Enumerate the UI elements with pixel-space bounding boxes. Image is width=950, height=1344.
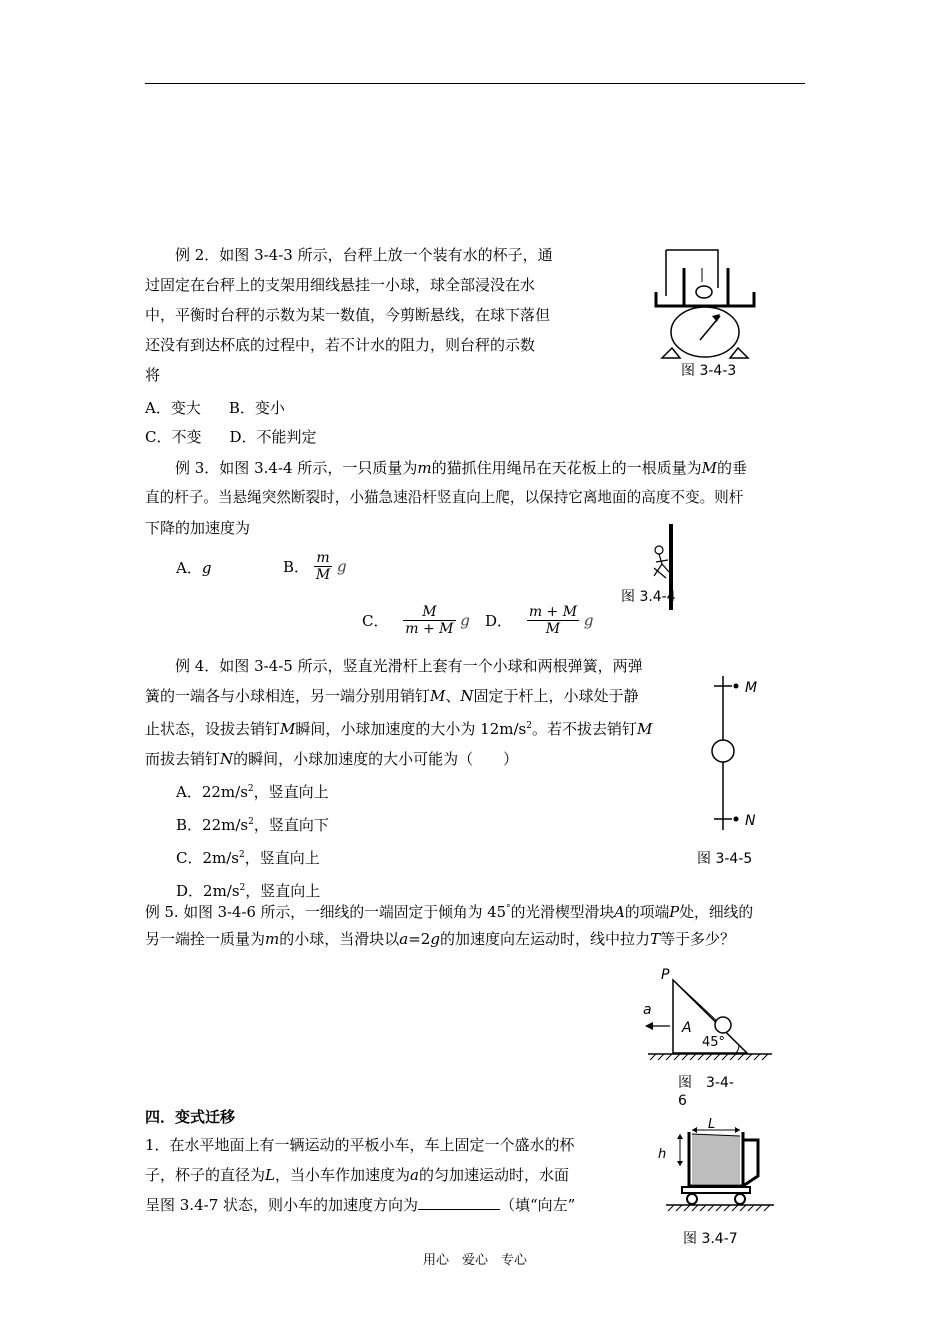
ex3-option-b: B． $\frac{m}{M}$ g [283, 550, 347, 583]
ex2-options-cd [145, 422, 317, 452]
example-4 [145, 651, 652, 906]
example-2 [145, 240, 615, 390]
ex2-line-2: 过固定在台秤上的支架用细线悬挂一小球，球全部浸没在水 [145, 276, 536, 294]
header-rule [145, 83, 805, 84]
ex5-line-1: 例 5. 如图 3-4-6 所示，一细线的一端固定于倾角为 45°的光滑楔型滑块A的项端P处，细线的 [145, 903, 754, 921]
ex3-b-fraction: $\frac{m}{M}$ [315, 550, 331, 583]
figure-3-4-6-caption-2: 6 [678, 1093, 687, 1109]
ex2-option-c: C．不变 [145, 428, 202, 446]
figure-3-4-5 [700, 674, 770, 834]
sec4-line-2: 子，杯子的直径为L，当小车作加速度为a的匀加速运动时，水面 [145, 1166, 569, 1184]
ex3-c-fraction: $\frac{M}{m + M}$ [405, 604, 454, 637]
figure-3-4-6-caption-1: 图 3-4- [678, 1075, 734, 1091]
figure-3-4-7 [652, 1116, 777, 1224]
fig-label-P: P [661, 967, 670, 983]
fig-label-M: M [745, 680, 758, 696]
ex2-line-4: 还没有到达杯底的过程中，若不计水的阻力，则台秤的示数 [145, 336, 536, 354]
figure-3-4-3-caption: 图 3-4-3 [681, 363, 737, 379]
answer-blank[interactable] [418, 1195, 500, 1210]
ex4-line-2: 簧的一端各与小球相连，另一端分别用销钉M、N固定于杆上，小球处于静 [145, 687, 639, 705]
sec4-line-1: 1．在水平地面上有一辆运动的平板小车，车上固定一个盛水的杯 [145, 1136, 575, 1154]
footer: 用心 爱心 专心 [422, 1253, 527, 1268]
ex2-option-b: B．变小 [228, 399, 285, 417]
ex4-option-a: A．$22m/s^2$，竖直向上 [176, 783, 329, 801]
ex3-option-d: D． $\frac{m + M}{M}$ g [485, 604, 594, 637]
fig-label-L: L [708, 1117, 716, 1132]
fig-label-a: a [643, 1002, 652, 1018]
ex2-line-3: 中，平衡时台秤的示数为某一数值，今剪断悬线，在球下落但 [145, 306, 551, 324]
ex4-option-d: D．$2m/s^2$，竖直向上 [176, 882, 321, 900]
ex4-line-3: 止状态，设拔去销钉M瞬间，小球加速度的大小为 $12m/s^2$。若不拔去销钉M [145, 720, 653, 738]
ex3-line-1: 例 3．如图 3.4-4 所示，一只质量为m的猫抓住用绳吊在天花板上的一根质量为M的垂 [175, 459, 747, 477]
ex4-option-c: C．$2m/s^2$，竖直向上 [176, 849, 320, 867]
ex3-option-c: C． $\frac{M}{m + M}$ g [362, 604, 470, 637]
section-4-heading: 四．变式迁移 [145, 1108, 236, 1126]
ex3-line-3: 下降的加速度为 [145, 519, 251, 537]
figure-3-4-4-caption: 图 3.4-4 [621, 589, 676, 605]
fig-label-angle: 45° [702, 1035, 726, 1050]
ex3-option-a: A．g [176, 559, 212, 577]
ex4-line-1: 例 4．如图 3-4-5 所示，竖直光滑杆上套有一个小球和两根弹簧，两弹 [175, 657, 643, 675]
fig-label-N: N [745, 813, 756, 829]
figure-3-4-3 [650, 248, 760, 368]
figure-3-4-5-caption: 图 3-4-5 [697, 851, 753, 867]
ex3-d-fraction: $\frac{m + M}{M}$ [528, 604, 578, 637]
figure-3-4-6 [640, 962, 775, 1072]
ex2-options-ab [145, 393, 285, 423]
figure-3-4-7-caption: 图 3.4-7 [683, 1231, 738, 1247]
ex2-line-5: 将 [145, 366, 161, 384]
fig-label-h: h [658, 1147, 667, 1162]
fig-label-A: A [682, 1020, 692, 1036]
ex4-option-b: B．$22m/s^2$，竖直向下 [176, 816, 329, 834]
ex4-line-4: 而拔去销钉N的瞬间，小球加速度的大小可能为（ ） [145, 750, 519, 768]
ex5-line-2: 另一端拴一质量为m的小球，当滑块以a=2g的加速度向左运动时，线中拉力T等于多少？ [145, 930, 735, 948]
ex2-option-a: A．变大 [145, 399, 201, 417]
ex2-line-1: 例 2．如图 3-4-3 所示，台秤上放一个装有水的杯子，通 [175, 246, 553, 264]
sec4-line-3: 呈图 3.4-7 状态，则小车的加速度方向为 （填“向左” [145, 1196, 576, 1214]
ex2-option-d: D．不能判定 [229, 428, 317, 446]
ex3-line-2: 直的杆子。当悬绳突然断裂时，小猫急速沿杆竖直向上爬，以保持它离地面的高度不变。则杆 [145, 489, 744, 506]
